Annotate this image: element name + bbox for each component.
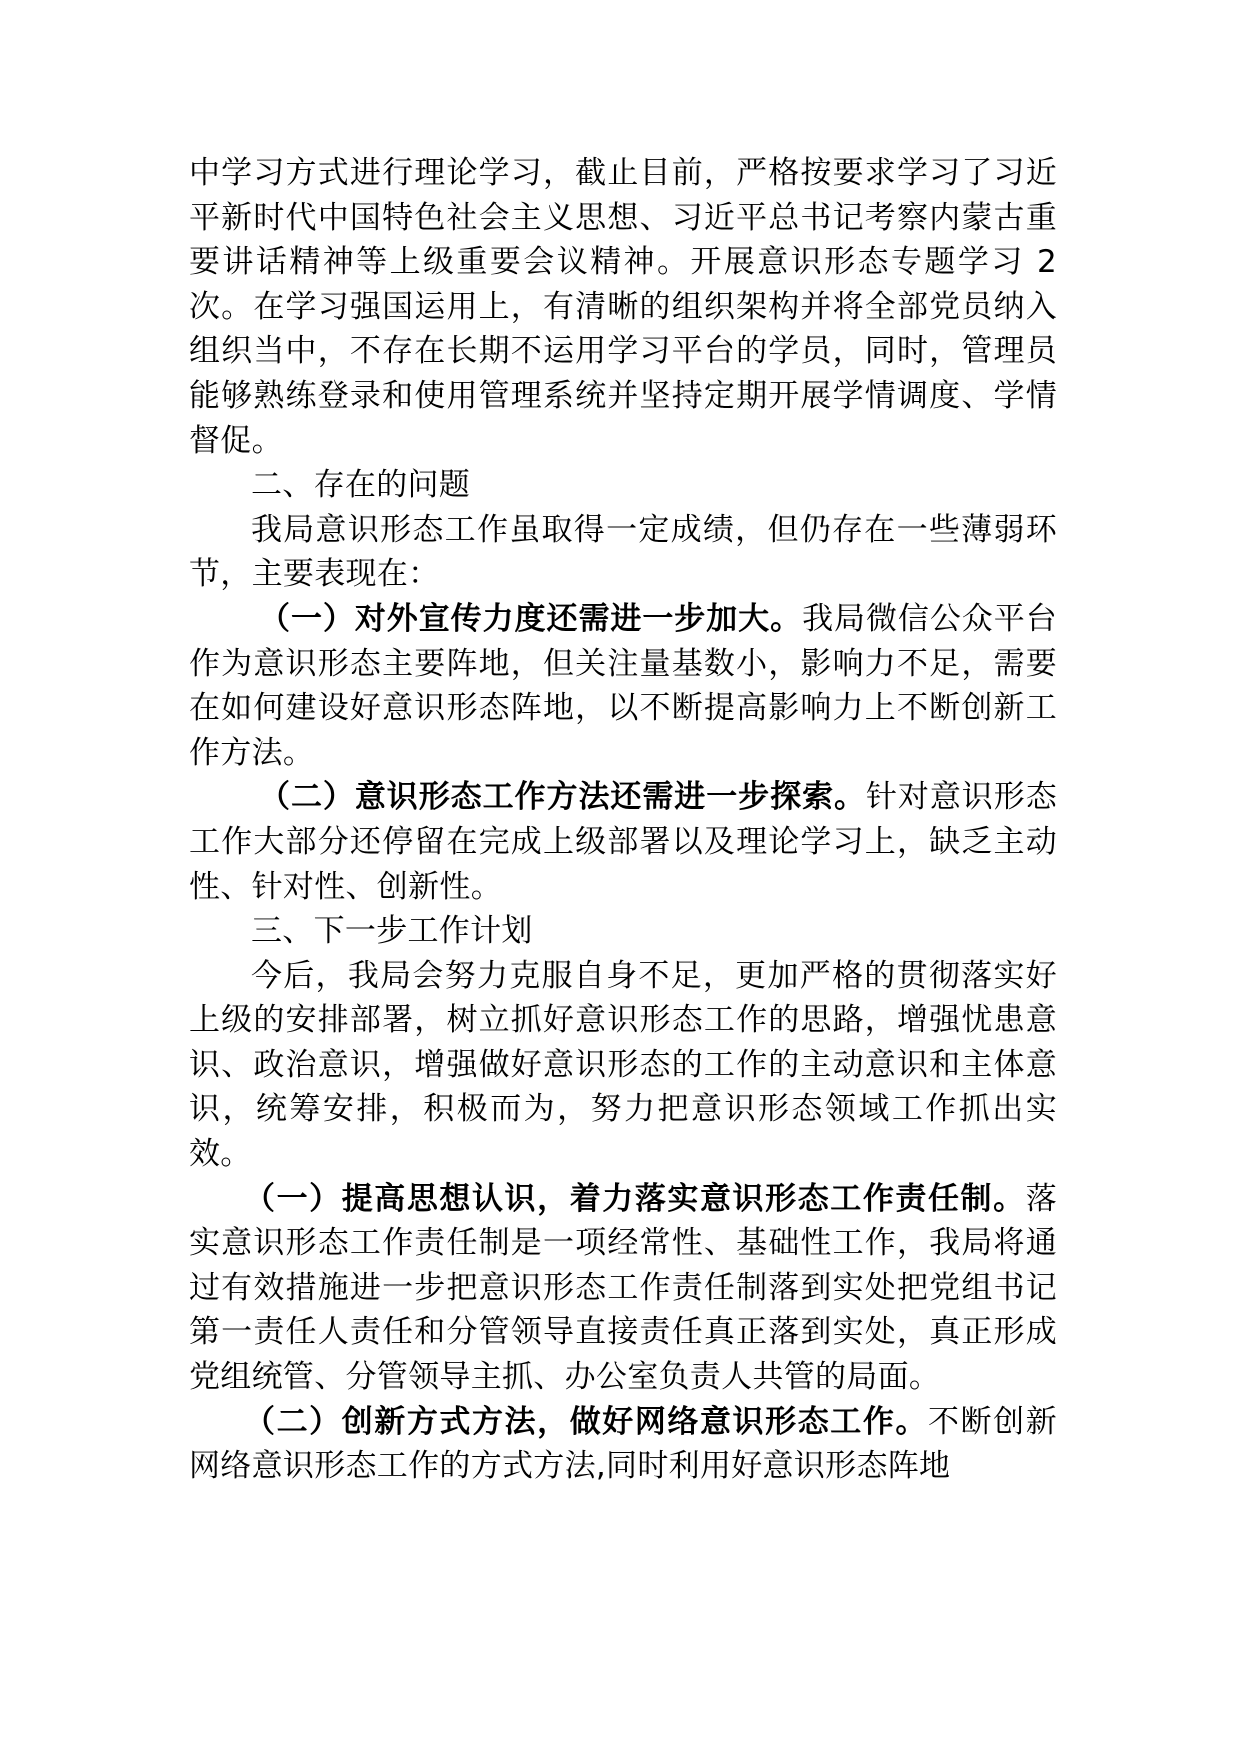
- paragraph-problems-intro: 我局意识形态工作虽取得一定成绩，但仍存在一些薄弱环节，主要表现在：: [189, 511, 1057, 593]
- problem-2-heading: （二）意识形态工作方法还需进一步探索。: [259, 779, 866, 816]
- paragraph-next-steps-intro: 今后，我局会努力克服自身不足，更加严格的贯彻落实好上级的安排部署，树立抓好意识形态工作的思路，增强忧患意识、政治意识，增强做好意识形态的工作的主动意识和主体意识，统筹安排，积极而为，努力把意识形态领域工作抓出实效。: [189, 957, 1057, 1173]
- problem-1-text: 我局微信公众平台作为意识形态主要阵地，但关注量基数小，影响力不足，需要在如何建设好意识形态阵地，以不断提高影响力上不断创新工作方法。: [189, 600, 1057, 771]
- paragraph-problem-2: [189, 775, 1057, 909]
- plan-2-text: 不断创新网络意识形态工作的方式方法,同时利用好意识形态阵地: [189, 1403, 1057, 1485]
- section-heading-next-steps: 三、下一步工作计划: [251, 913, 533, 950]
- problem-1-heading: （一）对外宣传力度还需进一步加大。: [259, 600, 803, 637]
- paragraph-plan-1: [189, 1177, 1057, 1400]
- paragraph-study-summary: 中学习方式进行理论学习，截止目前，严格按要求学习了习近平新时代中国特色社会主义思想、习近平总书记考察内蒙古重要讲话精神等上级重要会议精神。开展意识形态专题学习 2 次。在学习强国运用上，有清晰的组织架构并将全部党员纳入组织当中，不存在长期不运用学习平台的学员，同时，管理员能够熟练登录和使用管理系统并坚持定期开展学情调度、学情督促。: [189, 155, 1057, 459]
- paragraph-plan-2: [189, 1400, 1057, 1489]
- section-heading-problems: 二、存在的问题: [251, 467, 471, 504]
- document-body: [189, 151, 1057, 1489]
- problem-2-text: 针对意识形态工作大部分还停留在完成上级部署以及理论学习上，缺乏主动性、针对性、创新性。: [189, 779, 1057, 905]
- plan-2-heading: （二）创新方式方法，做好网络意识形态工作。: [244, 1403, 928, 1440]
- plan-1-heading: （一）提高思想认识，着力落实意识形态工作责任制。: [244, 1180, 1026, 1217]
- plan-1-text: 落实意识形态工作责任制是一项经常性、基础性工作，我局将通过有效措施进一步把意识形态工作责任制落到实处把党组书记第一责任人责任和分管领导直接责任真正落到实处，真正形成党组统管、分管领导主抓、办公室负责人共管的局面。: [189, 1180, 1057, 1396]
- paragraph-problem-1: [189, 597, 1057, 775]
